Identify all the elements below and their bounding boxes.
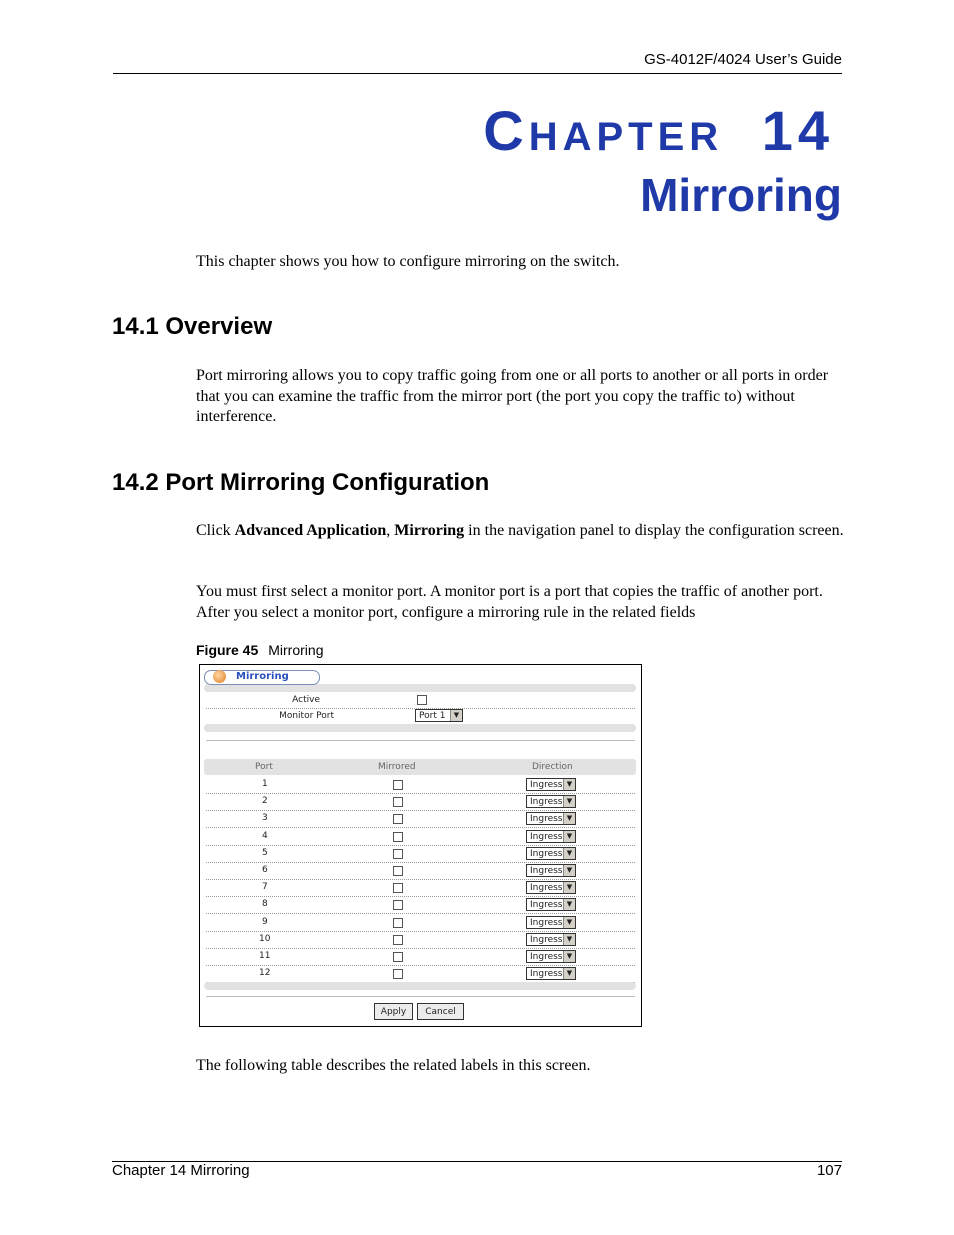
chevron-down-icon: ▼	[563, 934, 575, 945]
header-rule	[113, 73, 842, 74]
after-figure-paragraph: The following table describes the related labels in this screen.	[196, 1057, 591, 1074]
direction-value: Ingress	[530, 831, 563, 842]
section-heading-overview: 14.1 Overview	[112, 313, 273, 340]
mirrored-checkbox[interactable]	[393, 797, 403, 807]
mirrored-checkbox[interactable]	[393, 849, 403, 859]
monitor-port-select[interactable]	[415, 709, 463, 722]
chapter-heading	[483, 96, 834, 172]
guide-title: GS-4012F/4024 User’s Guide	[644, 51, 842, 68]
direction-value: Ingress	[530, 866, 563, 876]
mirrored-checkbox[interactable]	[393, 866, 403, 876]
direction-select[interactable]	[526, 795, 576, 808]
p1-pre: Click	[196, 522, 235, 539]
port-number: 3	[262, 813, 268, 824]
row-divider	[206, 965, 635, 966]
config-paragraph-1	[196, 521, 846, 542]
chapter-number: 14	[761, 99, 834, 162]
direction-select[interactable]	[526, 864, 576, 877]
port-number: 8	[262, 899, 268, 910]
direction-value: Ingress	[530, 848, 563, 859]
mirroring-tab-label: Mirroring	[236, 671, 289, 682]
row-divider	[206, 845, 635, 846]
direction-value: Ingress	[530, 934, 563, 945]
chevron-down-icon: ▼	[563, 968, 575, 979]
figure-caption	[196, 642, 323, 658]
direction-value: Ingress	[530, 952, 563, 962]
chevron-down-icon: ▼	[563, 865, 575, 876]
mirrored-checkbox[interactable]	[393, 969, 403, 979]
direction-value: Ingress	[530, 917, 563, 928]
chevron-down-icon: ▼	[563, 796, 575, 807]
direction-select[interactable]	[526, 778, 576, 791]
mirrored-checkbox[interactable]	[393, 918, 403, 928]
cancel-button[interactable]: Cancel	[417, 1003, 464, 1020]
direction-select[interactable]	[526, 812, 576, 825]
port-number: 11	[259, 951, 271, 961]
direction-select[interactable]	[526, 898, 576, 911]
chapter-title: Mirroring	[640, 169, 842, 221]
row-divider	[206, 931, 635, 932]
tab-orb-icon	[213, 670, 226, 683]
direction-select[interactable]	[526, 967, 576, 980]
title-bar	[204, 684, 636, 692]
row-divider	[206, 793, 635, 794]
mirrored-checkbox[interactable]	[393, 780, 403, 790]
port-number: 6	[262, 865, 268, 875]
row-divider	[206, 862, 635, 863]
overview-paragraph: Port mirroring allows you to copy traffic going from one or all ports to another or all ports in order that you can examine the traffic from the mirror port (the port you copy the traffic to) without interference.	[196, 367, 829, 425]
chevron-down-icon: ▼	[563, 917, 575, 928]
chevron-down-icon: ▼	[563, 899, 575, 910]
port-number: 5	[262, 847, 268, 858]
col-header-port: Port	[255, 762, 273, 772]
section-heading-port-mirroring: 14.2 Port Mirroring Configuration	[112, 469, 490, 496]
port-number: 9	[262, 916, 268, 927]
port-number: 7	[262, 882, 268, 893]
chapter-label-first: C	[483, 99, 529, 162]
active-checkbox[interactable]	[417, 695, 427, 705]
chevron-down-icon: ▼	[450, 710, 462, 721]
row-divider	[206, 879, 635, 880]
footer-chapter: Chapter 14 Mirroring	[112, 1162, 250, 1179]
p1-bold-advanced-application: Advanced Application	[234, 522, 387, 539]
figure-caption-label: Figure 45	[196, 642, 259, 658]
row-divider	[206, 948, 635, 949]
col-header-direction: Direction	[532, 762, 573, 772]
chevron-down-icon: ▼	[563, 813, 575, 824]
mirrored-checkbox[interactable]	[393, 814, 403, 824]
direction-value: Ingress	[530, 797, 563, 808]
config-paragraph-2: You must first select a monitor port. A monitor port is a port that copies the traffic of another port. After you select a monitor port, configure a mirroring rule in the related fields	[196, 583, 823, 621]
chevron-down-icon: ▼	[563, 882, 575, 893]
mirroring-screenshot	[199, 664, 642, 1027]
apply-button[interactable]: Apply	[374, 1003, 413, 1020]
mirrored-checkbox[interactable]	[393, 900, 403, 910]
active-label: Active	[292, 695, 320, 705]
chevron-down-icon: ▼	[563, 848, 575, 859]
section-bar	[204, 724, 636, 732]
mirrored-checkbox[interactable]	[393, 952, 403, 962]
row-divider	[206, 896, 635, 897]
p1-post: in the navigation panel to display the configuration screen.	[464, 522, 844, 539]
direction-value: Ingress	[530, 883, 563, 894]
monitor-port-label: Monitor Port	[279, 711, 334, 721]
direction-select[interactable]	[526, 916, 576, 929]
row-divider	[206, 810, 635, 811]
port-number: 10	[259, 933, 271, 944]
direction-value: Ingress	[530, 900, 563, 911]
port-number: 4	[262, 830, 268, 841]
col-header-mirrored: Mirrored	[378, 762, 416, 772]
monitor-port-value: Port 1	[419, 711, 446, 721]
direction-value: Ingress	[530, 780, 563, 790]
port-number: 2	[262, 796, 268, 807]
port-number: 1	[262, 779, 268, 789]
row-divider	[206, 827, 635, 828]
direction-value: Ingress	[530, 814, 563, 825]
p1-sep: ,	[386, 522, 395, 539]
chevron-down-icon: ▼	[563, 951, 575, 962]
direction-select[interactable]	[526, 847, 576, 860]
mirrored-checkbox[interactable]	[393, 832, 403, 842]
direction-select[interactable]	[526, 933, 576, 946]
chevron-down-icon: ▼	[563, 779, 575, 790]
divider	[206, 996, 635, 997]
mirrored-checkbox[interactable]	[393, 935, 403, 945]
chapter-label-rest: HAPTER	[528, 115, 724, 159]
chevron-down-icon: ▼	[563, 831, 575, 842]
port-number: 12	[259, 968, 271, 979]
divider	[206, 740, 635, 741]
direction-value: Ingress	[530, 969, 563, 980]
figure-caption-text: Mirroring	[268, 642, 324, 658]
mirrored-checkbox[interactable]	[393, 883, 403, 893]
page-number: 107	[816, 1162, 842, 1179]
intro-paragraph: This chapter shows you how to configure mirroring on the switch.	[196, 253, 620, 270]
direction-select[interactable]	[526, 950, 576, 963]
direction-select[interactable]	[526, 830, 576, 843]
footer-bar	[204, 982, 636, 990]
p1-bold-mirroring: Mirroring	[394, 522, 465, 539]
row-divider	[206, 913, 635, 914]
direction-select[interactable]	[526, 881, 576, 894]
